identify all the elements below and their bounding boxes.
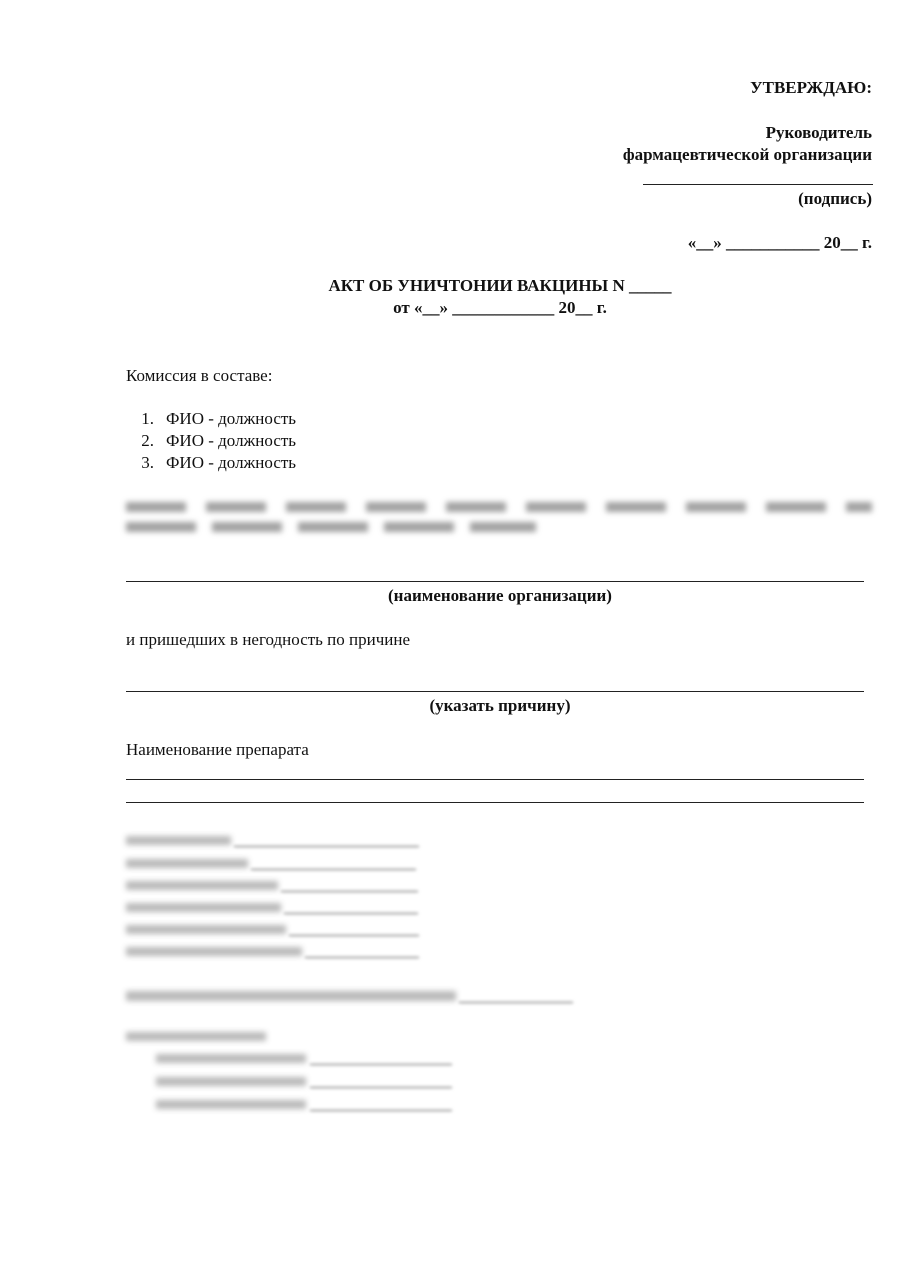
blurred-conclusion [126, 985, 586, 1009]
commission-member: 2. ФИО - должность [141, 431, 297, 450]
reason-line [126, 691, 864, 692]
reason-intro: и пришедших в негодность по причине [126, 630, 411, 649]
blurred-signatures [126, 1028, 466, 1118]
approver-title-line1: Руководитель [765, 123, 872, 142]
approval-date: «__» ___________ 20__ г. [687, 233, 872, 252]
approval-heading: УТВЕРЖДАЮ: [750, 78, 872, 97]
commission-list [126, 408, 296, 474]
blurred-details [126, 828, 426, 968]
signature-caption: (подпись) [798, 189, 872, 208]
organization-line [126, 581, 864, 582]
drug-name-label: Наименование препарата [126, 740, 309, 759]
approver-title-line2: фармацевтической организации [622, 145, 872, 164]
blurred-paragraph [126, 496, 872, 540]
drug-name-line-2 [126, 802, 864, 803]
commission-member: 1. ФИО - должность [141, 409, 297, 428]
document-date: от «__» ____________ 20__ г. [393, 298, 607, 317]
reason-caption: (указать причину) [429, 696, 571, 715]
commission-member: 3. ФИО - должность [141, 453, 297, 472]
organization-caption: (наименование организации) [388, 586, 612, 605]
document-title: АКТ ОБ УНИЧТОНИИ ВАКЦИНЫ N _____ [328, 276, 672, 295]
drug-name-line-1 [126, 779, 864, 780]
commission-intro: Комиссия в составе: [126, 366, 273, 385]
signature-line [643, 184, 873, 185]
